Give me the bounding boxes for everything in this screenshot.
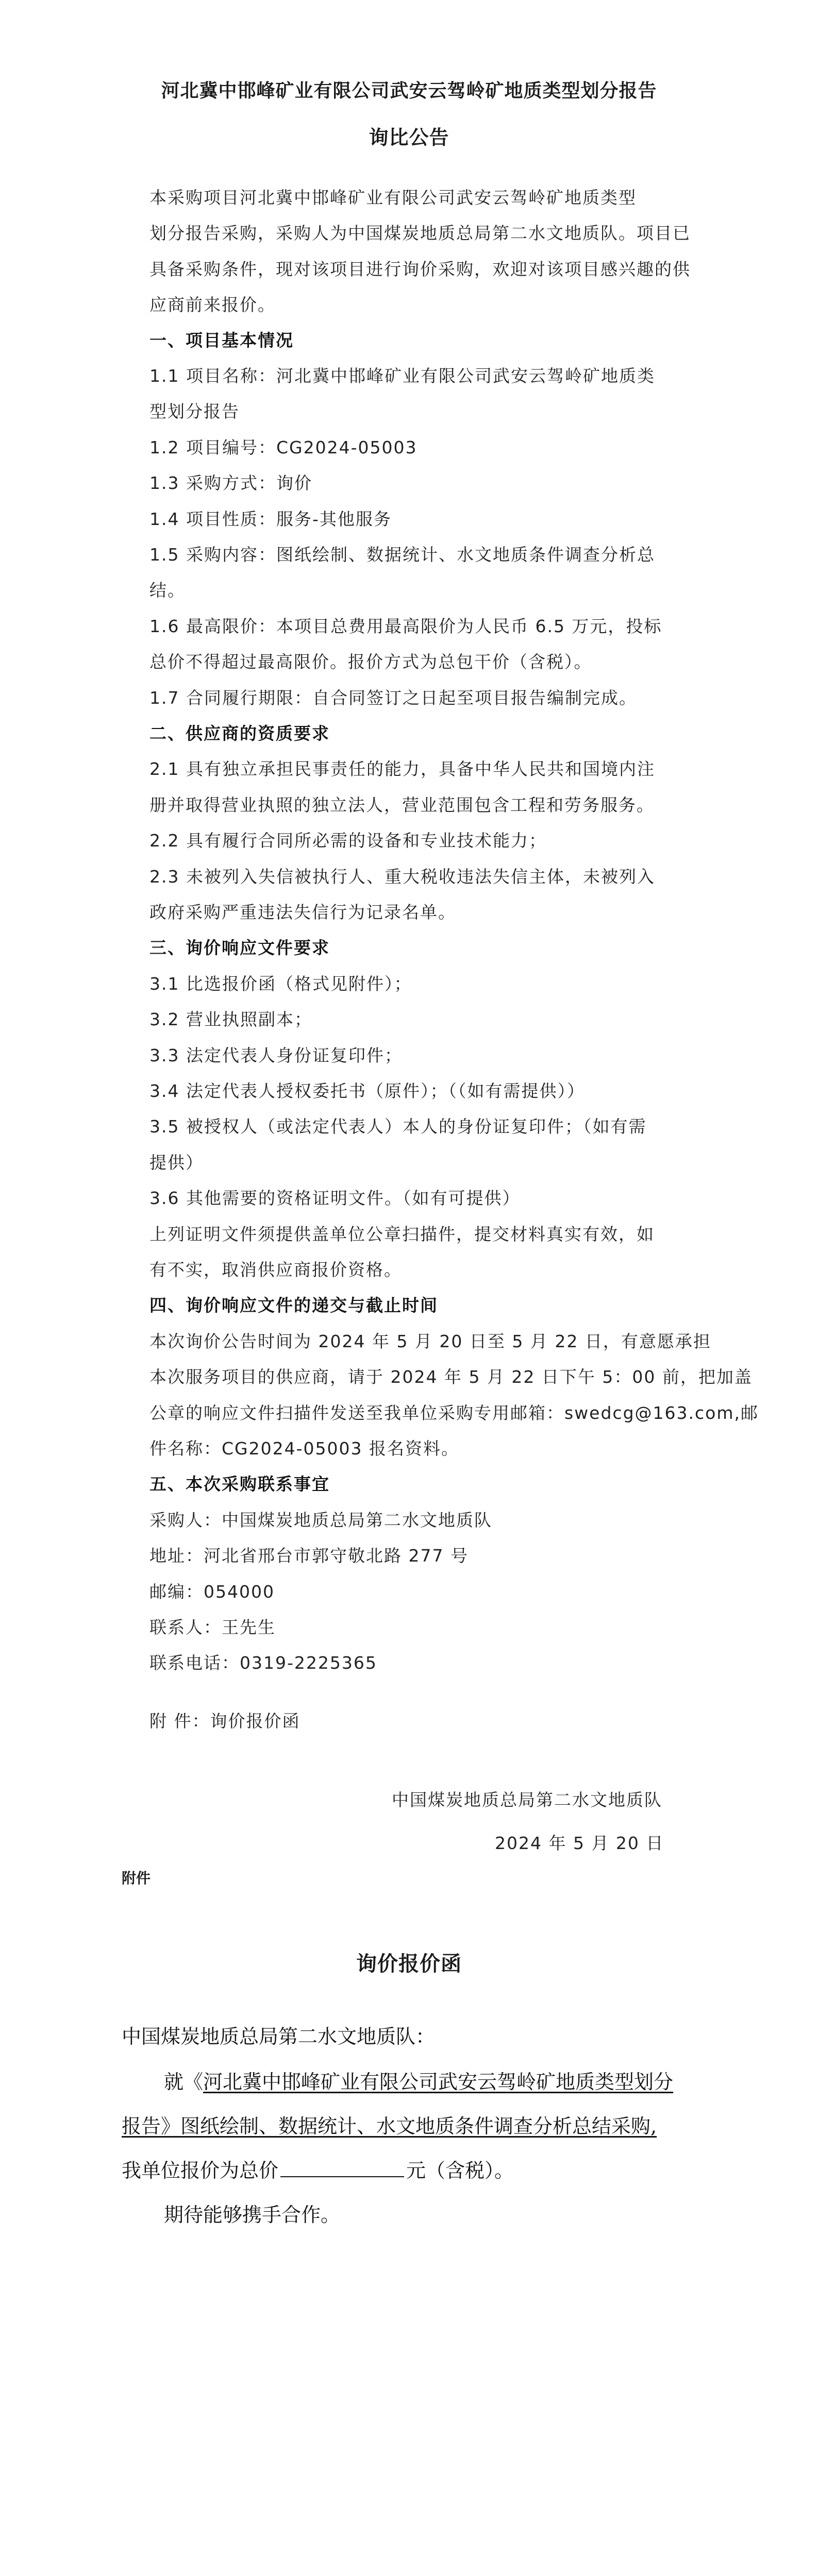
section-4-body: 公章的响应文件扫描件发送至我单位采购专用邮箱：swedcg@163.com,邮 — [149, 1403, 759, 1423]
section-4-body: 件名称：CG2024-05003 报名资料。 — [149, 1438, 459, 1459]
intro-line: 应商前来报价。 — [149, 295, 276, 315]
item-3-3: 3.3 法定代表人身份证复印件； — [149, 1045, 403, 1065]
item-1-3: 1.3 采购方式：询价 — [149, 473, 312, 493]
intro-line: 划分报告采购，采购人为中国煤炭地质总局第二水文地质队。项目已 — [149, 223, 691, 243]
item-2-1: 2.1 具有独立承担民事责任的能力，具备中华人民共和国境内注 — [149, 759, 655, 779]
section-heading-2: 二、供应商的资质要求 — [149, 723, 330, 743]
section-3-note-cont: 有不实，取消供应商报价资格。 — [149, 1260, 402, 1280]
annex-title: 询价报价函 — [356, 1952, 462, 1976]
signature-date: 2024 年 5 月 20 日 — [495, 1833, 664, 1853]
notice-subtitle: 询比公告 — [369, 126, 449, 149]
item-3-1: 3.1 比选报价函（格式见附件）； — [149, 974, 412, 994]
annex-label: 附件 — [122, 1870, 151, 1887]
item-1-5-cont: 结。 — [149, 580, 186, 600]
contact-person: 联系人：王先生 — [149, 1617, 276, 1637]
price-blank-field[interactable] — [280, 2159, 404, 2177]
item-3-5-cont: 提供） — [149, 1153, 204, 1173]
item-2-3: 2.3 未被列入失信被执行人、重大税收违法失信主体，未被列入 — [149, 867, 655, 887]
annex-project-name: 河北冀中邯峰矿业有限公司武安云驾岭矿地质类型划分 — [203, 2071, 674, 2093]
item-1-4: 1.4 项目性质：服务-其他服务 — [149, 509, 392, 529]
section-heading-3: 三、询价响应文件要求 — [149, 938, 330, 958]
item-1-5: 1.5 采购内容：图纸绘制、数据统计、水文地质条件调查分析总 — [149, 545, 655, 565]
item-1-6: 1.6 最高限价：本项目总费用最高限价为人民币 6.5 万元，投标 — [149, 616, 662, 636]
section-heading-4: 四、询价响应文件的递交与截止时间 — [149, 1295, 438, 1315]
section-4-body: 本次询价公告时间为 2024 年 5 月 20 日至 5 月 22 日，有意愿承担 — [149, 1331, 711, 1351]
signature-org: 中国煤炭地质总局第二水文地质队 — [392, 1790, 662, 1810]
item-3-4: 3.4 法定代表人授权委托书（原件）；（（如有需提供）） — [149, 1081, 585, 1101]
attachment-note: 附 件：询价报价函 — [149, 1711, 301, 1731]
annex-closing: 期待能够携手合作。 — [164, 2204, 341, 2226]
postcode: 邮编：054000 — [149, 1582, 275, 1602]
item-1-1: 1.1 项目名称：河北冀中邯峰矿业有限公司武安云驾岭矿地质类 — [149, 366, 655, 386]
annex-line-1 — [164, 2066, 673, 2094]
item-3-2: 3.2 营业执照副本； — [149, 1009, 312, 1029]
item-3-5: 3.5 被授权人（或法定代表人）本人的身份证复印件；（如有需 — [149, 1116, 647, 1137]
annex-project-scope: 报告》图纸绘制、数据统计、水文地质条件调查分析总结采购, — [122, 2115, 657, 2138]
section-3-note: 上列证明文件须提供盖单位公章扫描件，提交材料真实有效，如 — [149, 1224, 655, 1244]
address: 地址：河北省邢台市郭守敬北路 277 号 — [149, 1546, 469, 1566]
item-2-1-cont: 册并取得营业执照的独立法人，营业范围包含工程和劳务服务。 — [149, 795, 655, 815]
buyer: 采购人：中国煤炭地质总局第二水文地质队 — [149, 1510, 492, 1530]
item-1-1-cont: 型划分报告 — [149, 401, 240, 421]
item-3-6: 3.6 其他需要的资格证明文件。（如有可提供） — [149, 1188, 521, 1208]
annex-price-prefix: 我单位报价为总价 — [122, 2159, 279, 2182]
section-heading-5: 五、本次采购联系事宜 — [149, 1474, 330, 1494]
annex-line-3 — [122, 2155, 514, 2183]
annex-line-1-prefix: 就《 — [164, 2071, 204, 2093]
intro-line: 本采购项目河北冀中邯峰矿业有限公司武安云驾岭矿地质类型 — [149, 188, 637, 208]
item-2-3-cont: 政府采购严重违法失信行为记录名单。 — [149, 902, 456, 922]
item-1-2: 1.2 项目编号：CG2024-05003 — [149, 437, 418, 457]
item-1-6-cont: 总价不得超过最高限价。报价方式为总包干价（含税）。 — [149, 652, 592, 672]
intro-line: 具备采购条件，现对该项目进行询价采购，欢迎对该项目感兴趣的供 — [149, 259, 691, 279]
section-4-body: 本次服务项目的供应商，请于 2024 年 5 月 22 日下午 5：00 前，把加盖 — [149, 1367, 753, 1387]
notice-title: 河北冀中邯峰矿业有限公司武安云驾岭矿地质类型划分报告 — [161, 80, 657, 101]
annex-recipient: 中国煤炭地质总局第二水文地质队： — [122, 2025, 436, 2048]
section-heading-1: 一、项目基本情况 — [149, 330, 294, 350]
annex-price-suffix: 元（含税）。 — [406, 2159, 514, 2182]
contact-phone: 联系电话：0319-2225365 — [149, 1653, 377, 1673]
annex-line-2 — [122, 2110, 657, 2139]
item-1-7: 1.7 合同履行期限：自合同签订之日起至项目报告编制完成。 — [149, 688, 637, 708]
item-2-2: 2.2 具有履行合同所必需的设备和专业技术能力； — [149, 831, 547, 851]
